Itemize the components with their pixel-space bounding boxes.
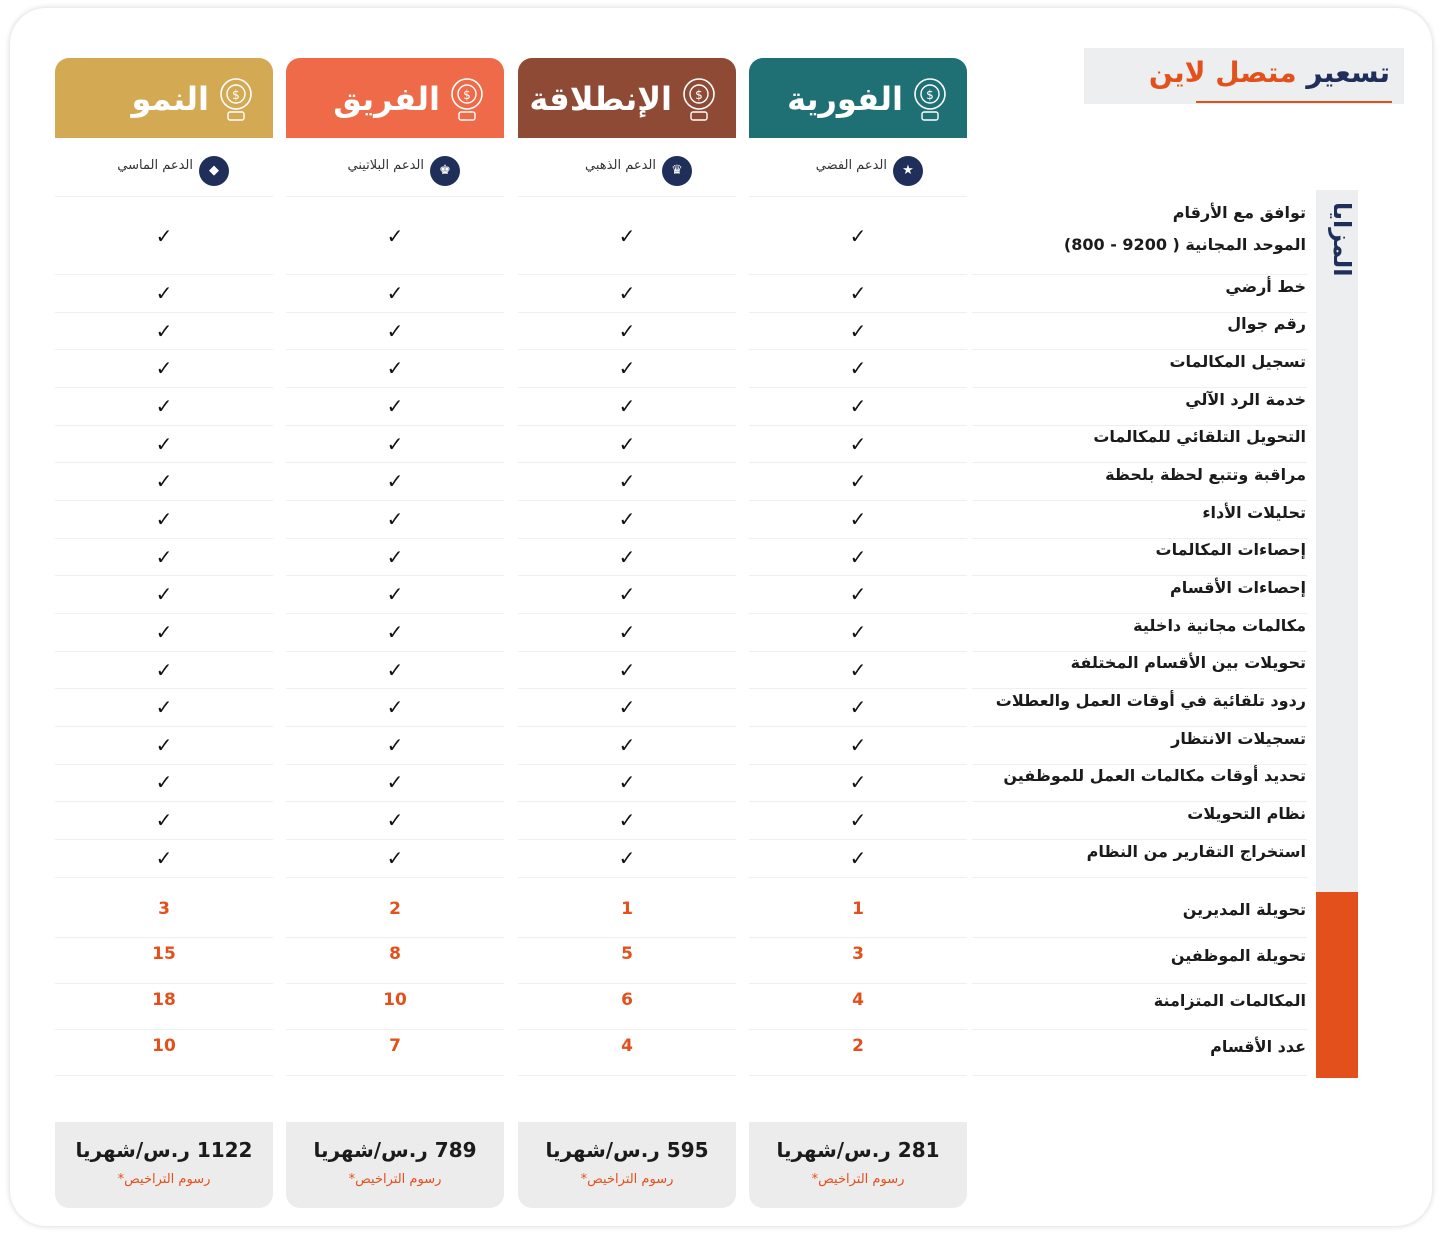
- row-divider: [55, 877, 273, 878]
- row-divider: [749, 500, 967, 501]
- count-feature-label: المكالمات المتزامنة: [1153, 991, 1306, 1010]
- count-value: 3: [158, 899, 170, 919]
- row-divider: [749, 613, 967, 614]
- check-icon: ✓: [618, 846, 636, 870]
- support-tier: [286, 138, 504, 197]
- check-icon: ✓: [849, 432, 867, 456]
- check-icon: ✓: [849, 582, 867, 606]
- row-divider: [749, 726, 967, 727]
- check-icon: ✓: [386, 394, 404, 418]
- row-divider: [286, 764, 504, 765]
- row-divider: [55, 500, 273, 501]
- price-box: [749, 1122, 967, 1208]
- counts-side-bar: [1316, 892, 1358, 1078]
- support-tier: [55, 138, 273, 197]
- check-icon: ✓: [849, 770, 867, 794]
- check-icon: ✓: [155, 545, 173, 569]
- check-icon: ✓: [155, 507, 173, 531]
- row-divider: [286, 688, 504, 689]
- check-icon: ✓: [849, 846, 867, 870]
- growth-chart-icon: [444, 72, 490, 126]
- check-icon: ✓: [386, 507, 404, 531]
- check-icon: ✓: [849, 733, 867, 757]
- check-icon: ✓: [386, 846, 404, 870]
- count-value: 4: [852, 990, 864, 1010]
- feature-divider: [972, 387, 1307, 388]
- check-icon: ✓: [849, 281, 867, 305]
- support-label: الدعم الفضي: [815, 158, 887, 173]
- plan-name: الفريق: [333, 80, 440, 118]
- row-divider: [55, 349, 273, 350]
- row-divider: [518, 425, 736, 426]
- feature-label-line2: الموحد المجانية ( 9200 - 800): [1063, 235, 1306, 254]
- row-divider: [55, 196, 273, 197]
- support-label: الدعم الذهبي: [585, 158, 656, 173]
- check-icon: ✓: [618, 507, 636, 531]
- check-icon: ✓: [155, 695, 173, 719]
- title-part2: متصل لاين: [1148, 56, 1297, 89]
- plan-header: [749, 58, 967, 138]
- row-divider: [749, 387, 967, 388]
- row-divider: [55, 312, 273, 313]
- check-icon: ✓: [386, 545, 404, 569]
- license-fees-note: رسوم التراخيص*: [117, 1172, 211, 1187]
- price-box: [518, 1122, 736, 1208]
- row-divider: [749, 425, 967, 426]
- row-divider: [518, 462, 736, 463]
- row-divider: [55, 801, 273, 802]
- row-divider: [55, 1075, 273, 1076]
- check-icon: ✓: [618, 733, 636, 757]
- feature-divider: [972, 983, 1307, 984]
- check-icon: ✓: [849, 507, 867, 531]
- count-feature-label: تحويلة الموظفين: [1170, 946, 1306, 965]
- check-icon: ✓: [849, 545, 867, 569]
- star-badge-icon: ★: [893, 156, 923, 186]
- trophy-badge-icon: ♛: [662, 156, 692, 186]
- feature-divider: [972, 877, 1307, 878]
- plan-name: الإنطلاقة: [529, 80, 672, 118]
- row-divider: [749, 1075, 967, 1076]
- row-divider: [55, 387, 273, 388]
- support-tier: [518, 138, 736, 197]
- row-divider: [518, 500, 736, 501]
- row-divider: [55, 937, 273, 938]
- count-value: 18: [152, 990, 176, 1010]
- row-divider: [286, 839, 504, 840]
- row-divider: [286, 538, 504, 539]
- row-divider: [286, 425, 504, 426]
- row-divider: [55, 575, 273, 576]
- row-divider: [749, 349, 967, 350]
- count-value: 15: [152, 944, 176, 964]
- check-icon: ✓: [386, 770, 404, 794]
- row-divider: [749, 274, 967, 275]
- feature-label: التحويل التلقائي للمكالمات: [1093, 427, 1306, 446]
- feature-divider: [972, 500, 1307, 501]
- money-bag-hand-icon: [676, 72, 722, 126]
- feature-label: تسجيلات الانتظار: [1171, 729, 1306, 748]
- row-divider: [55, 613, 273, 614]
- row-divider: [286, 877, 504, 878]
- check-icon: ✓: [618, 281, 636, 305]
- check-icon: ✓: [618, 319, 636, 343]
- plan-column: [55, 58, 273, 1208]
- row-divider: [286, 312, 504, 313]
- check-icon: ✓: [155, 582, 173, 606]
- row-divider: [286, 726, 504, 727]
- feature-divider: [972, 801, 1307, 802]
- check-icon: ✓: [849, 469, 867, 493]
- row-divider: [286, 1075, 504, 1076]
- row-divider: [518, 688, 736, 689]
- feature-label: تحديد أوقات مكالمات العمل للموظفين: [1003, 766, 1306, 785]
- check-icon: ✓: [155, 620, 173, 644]
- feature-divider: [972, 613, 1307, 614]
- title-part1: تسعير: [1306, 56, 1390, 89]
- row-divider: [749, 538, 967, 539]
- row-divider: [286, 274, 504, 275]
- row-divider: [286, 937, 504, 938]
- count-value: 7: [389, 1036, 401, 1056]
- feature-divider: [972, 462, 1307, 463]
- row-divider: [286, 1029, 504, 1030]
- check-icon: ✓: [155, 658, 173, 682]
- support-tier: [749, 138, 967, 197]
- feature-divider: [972, 425, 1307, 426]
- plan-header: [518, 58, 736, 138]
- row-divider: [518, 1029, 736, 1030]
- check-icon: ✓: [618, 582, 636, 606]
- row-divider: [55, 538, 273, 539]
- count-value: 1: [852, 899, 864, 919]
- count-value: 10: [383, 990, 407, 1010]
- count-value: 8: [389, 944, 401, 964]
- count-value: 3: [852, 944, 864, 964]
- row-divider: [286, 983, 504, 984]
- check-icon: ✓: [618, 545, 636, 569]
- feature-label: تسجيل المكالمات: [1169, 352, 1306, 371]
- check-icon: ✓: [618, 695, 636, 719]
- check-icon: ✓: [386, 224, 404, 248]
- row-divider: [55, 839, 273, 840]
- check-icon: ✓: [155, 808, 173, 832]
- row-divider: [749, 688, 967, 689]
- check-icon: ✓: [386, 733, 404, 757]
- check-icon: ✓: [155, 432, 173, 456]
- feature-divider: [972, 726, 1307, 727]
- check-icon: ✓: [386, 356, 404, 380]
- check-icon: ✓: [155, 846, 173, 870]
- count-feature-label: عدد الأقسام: [1210, 1037, 1306, 1056]
- count-value: 6: [621, 990, 633, 1010]
- row-divider: [518, 877, 736, 878]
- feature-label: تحويلات بين الأقسام المختلفة: [1070, 653, 1306, 672]
- check-icon: ✓: [849, 394, 867, 418]
- plan-header: [286, 58, 504, 138]
- feature-divider: [972, 688, 1307, 689]
- row-divider: [55, 274, 273, 275]
- feature-label: مكالمات مجانية داخلية: [1133, 616, 1306, 635]
- row-divider: [286, 349, 504, 350]
- row-divider: [286, 196, 504, 197]
- check-icon: ✓: [155, 356, 173, 380]
- count-value: 4: [621, 1036, 633, 1056]
- row-divider: [55, 726, 273, 727]
- row-divider: [518, 764, 736, 765]
- svg-text:$: $: [232, 88, 240, 102]
- feature-label: توافق مع الأرقام: [1172, 203, 1306, 222]
- row-divider: [518, 801, 736, 802]
- price-box: [286, 1122, 504, 1208]
- check-icon: ✓: [618, 224, 636, 248]
- plan-price: 281 ر.س/شهريا: [776, 1138, 940, 1162]
- row-divider: [749, 462, 967, 463]
- page-title: [1149, 56, 1390, 89]
- check-icon: ✓: [155, 224, 173, 248]
- feature-label: رقم جوال: [1227, 314, 1306, 333]
- check-icon: ✓: [386, 658, 404, 682]
- feature-label: إحصاءات الأقسام: [1170, 578, 1306, 597]
- check-icon: ✓: [386, 695, 404, 719]
- svg-text:$: $: [463, 88, 471, 102]
- check-icon: ✓: [386, 620, 404, 644]
- feature-divider: [972, 312, 1307, 313]
- row-divider: [518, 1075, 736, 1076]
- plan-name: الفورية: [787, 80, 903, 118]
- row-divider: [518, 651, 736, 652]
- row-divider: [286, 575, 504, 576]
- plan-column: [286, 58, 504, 1208]
- check-icon: ✓: [386, 808, 404, 832]
- row-divider: [518, 983, 736, 984]
- row-divider: [518, 726, 736, 727]
- plan-name: النمو: [131, 80, 209, 118]
- dollar-seal-icon: [213, 72, 259, 126]
- title-underline: [1196, 101, 1392, 103]
- price-box: [55, 1122, 273, 1208]
- row-divider: [518, 613, 736, 614]
- feature-label: مراقبة وتتبع لحظة بلحظة: [1105, 465, 1306, 484]
- check-icon: ✓: [386, 319, 404, 343]
- row-divider: [749, 651, 967, 652]
- row-divider: [518, 387, 736, 388]
- check-icon: ✓: [155, 733, 173, 757]
- feature-divider: [972, 764, 1307, 765]
- row-divider: [749, 839, 967, 840]
- count-feature-label: تحويلة المديرين: [1182, 900, 1306, 919]
- count-value: 10: [152, 1036, 176, 1056]
- row-divider: [749, 801, 967, 802]
- plan-price: 789 ر.س/شهريا: [313, 1138, 477, 1162]
- plan-column: [749, 58, 967, 1208]
- row-divider: [286, 613, 504, 614]
- row-divider: [55, 688, 273, 689]
- features-side-bar: [1316, 190, 1358, 892]
- row-divider: [749, 196, 967, 197]
- feature-label: تحليلات الأداء: [1202, 503, 1306, 522]
- row-divider: [518, 575, 736, 576]
- row-divider: [749, 983, 967, 984]
- check-icon: ✓: [849, 695, 867, 719]
- check-icon: ✓: [618, 394, 636, 418]
- feature-divider: [972, 651, 1307, 652]
- row-divider: [518, 937, 736, 938]
- check-icon: ✓: [155, 770, 173, 794]
- feature-label: نظام التحويلات: [1187, 804, 1306, 823]
- row-divider: [286, 387, 504, 388]
- svg-text:$: $: [695, 88, 703, 102]
- check-icon: ✓: [155, 394, 173, 418]
- support-label: الدعم البلاتيني: [347, 158, 424, 173]
- check-icon: ✓: [618, 620, 636, 644]
- check-icon: ✓: [618, 658, 636, 682]
- row-divider: [55, 425, 273, 426]
- license-fees-note: رسوم التراخيص*: [580, 1172, 674, 1187]
- row-divider: [55, 1029, 273, 1030]
- check-icon: ✓: [155, 281, 173, 305]
- row-divider: [286, 801, 504, 802]
- check-icon: ✓: [386, 582, 404, 606]
- plan-column: [518, 58, 736, 1208]
- feature-divider: [972, 937, 1307, 938]
- row-divider: [55, 651, 273, 652]
- check-icon: ✓: [618, 432, 636, 456]
- plan-price: 1122 ر.س/شهريا: [75, 1138, 253, 1162]
- check-icon: ✓: [849, 356, 867, 380]
- check-icon: ✓: [618, 356, 636, 380]
- row-divider: [518, 196, 736, 197]
- count-value: 2: [852, 1036, 864, 1056]
- row-divider: [518, 349, 736, 350]
- row-divider: [518, 274, 736, 275]
- row-divider: [518, 312, 736, 313]
- row-divider: [749, 1029, 967, 1030]
- feature-divider: [972, 274, 1307, 275]
- row-divider: [749, 877, 967, 878]
- license-fees-note: رسوم التراخيص*: [348, 1172, 442, 1187]
- plan-price: 595 ر.س/شهريا: [545, 1138, 709, 1162]
- feature-divider: [972, 839, 1307, 840]
- feature-divider: [972, 1075, 1307, 1076]
- row-divider: [286, 651, 504, 652]
- count-value: 1: [621, 899, 633, 919]
- row-divider: [286, 500, 504, 501]
- crown-badge-icon: ♚: [430, 156, 460, 186]
- row-divider: [55, 764, 273, 765]
- plan-header: [55, 58, 273, 138]
- check-icon: ✓: [155, 319, 173, 343]
- features-side-label: المزايا: [1328, 201, 1356, 277]
- feature-label: استخراج التقارير من النظام: [1086, 842, 1306, 861]
- check-icon: ✓: [618, 469, 636, 493]
- feature-label: خط أرضي: [1225, 277, 1306, 296]
- check-icon: ✓: [386, 469, 404, 493]
- check-icon: ✓: [849, 658, 867, 682]
- row-divider: [518, 839, 736, 840]
- check-icon: ✓: [849, 319, 867, 343]
- row-divider: [749, 312, 967, 313]
- feature-divider: [972, 575, 1307, 576]
- diamond-badge-icon: ◆: [199, 156, 229, 186]
- license-fees-note: رسوم التراخيص*: [811, 1172, 905, 1187]
- check-icon: ✓: [849, 224, 867, 248]
- row-divider: [749, 575, 967, 576]
- row-divider: [55, 462, 273, 463]
- check-icon: ✓: [155, 469, 173, 493]
- row-divider: [55, 983, 273, 984]
- feature-divider: [972, 1029, 1307, 1030]
- feature-divider: [972, 538, 1307, 539]
- check-icon: ✓: [849, 620, 867, 644]
- check-icon: ✓: [618, 808, 636, 832]
- feature-divider: [972, 349, 1307, 350]
- check-icon: ✓: [386, 281, 404, 305]
- check-icon: ✓: [386, 432, 404, 456]
- feature-label: خدمة الرد الآلي: [1185, 390, 1306, 409]
- count-value: 2: [389, 899, 401, 919]
- svg-text:$: $: [926, 88, 934, 102]
- feature-label: ردود تلقائية في أوقات العمل والعطلات: [995, 691, 1306, 710]
- feature-label: إحصاءات المكالمات: [1155, 540, 1306, 559]
- count-value: 5: [621, 944, 633, 964]
- check-icon: ✓: [618, 770, 636, 794]
- check-icon: ✓: [849, 808, 867, 832]
- row-divider: [749, 937, 967, 938]
- support-label: الدعم الماسي: [117, 158, 193, 173]
- row-divider: [749, 764, 967, 765]
- row-divider: [286, 462, 504, 463]
- row-divider: [518, 538, 736, 539]
- lightbulb-dollar-icon: [907, 72, 953, 126]
